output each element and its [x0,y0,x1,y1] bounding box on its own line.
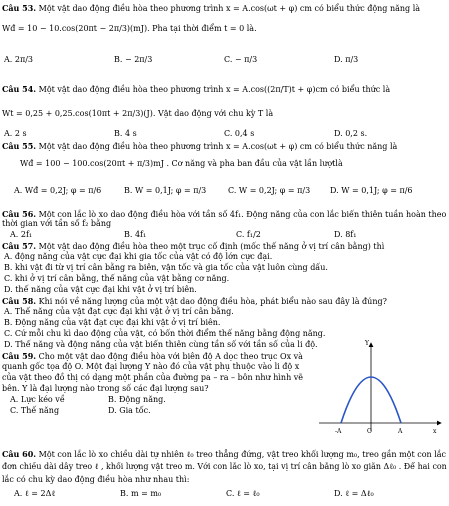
q57-item-a: A. động năng của vật cực đại khi gia tốc của vật có độ lớn cực đại. [4,252,273,261]
q57-text: Một vật dao động điều hòa theo một trục cố định (mốc thế năng ở vị trí cân bằng) thì [38,242,385,251]
q60-line3: lắc có chu kỳ dao động điều hòa như nhau thì: [2,475,190,484]
tick-origin: O [367,428,372,435]
q60-text: Một con lắc lò xo chiều dài tự nhiên ℓ₀ treo thẳng đứng, vật treo khối lượng m₀, treo gần một con lắc [38,450,447,459]
q55-option-a: A. Wđ = 0,2J; φ = π/6 [14,186,102,195]
tick-minus-a: -A [335,428,342,435]
q54-text: Một vật dao động điều hòa theo phương trình x = A.cos((2π/T)t + φ)cm có biểu thức là [38,85,391,94]
q53-text: Một vật dao động điều hòa theo phương trình x = A.cos(ωt + φ) cm có biểu thức động năng là [38,4,421,13]
y-axis-label: Y [365,340,369,347]
q54-option-d: D. 0,2 s. [334,129,368,138]
q54-number: Câu 54. [2,84,37,94]
q60-option-c: C. ℓ = ℓ₀ [226,489,260,498]
q55-option-d: D. W = 0,1J; φ = π/6 [330,186,413,195]
q60-option-d: D. ℓ = Δℓ₀ [334,489,374,498]
q56-text: Một con lắc lò xo dao động điều hòa với tần số 4f₁. Động năng của con lắc biến thiên tuần hoàn theo [38,210,447,219]
q56-line2: thời gian với tần số f₂ bằng [2,219,112,228]
q59-option-a: A. Lực kéo về [10,395,65,404]
q56-option-c: C. f₁/2 [236,230,261,239]
q56-option-b: B. 4f₁ [124,230,147,239]
q53-line2: Wđ = 10 − 10.cos(20πt − 2π/3)(mJ). Pha tại thời điểm t = 0 là. [2,24,257,33]
q59-line3: của vật theo đồ thị có dạng một phần của đường pa – ra – bôn như hình vẽ [2,373,304,382]
q60-option-b: B. m = m₀ [120,489,162,498]
q59-line2: quanh gốc tọa độ O. Một đại lượng Y nào đó của vật phụ thuộc vào li độ x [2,362,300,371]
q59-number: Câu 59. [2,351,37,361]
q59-line4: bên. Y là đại lượng nào trong số các đại lượng sau? [2,384,209,393]
q59-text: Cho một vật dao động điều hòa với biên độ A dọc theo trục Ox và [38,352,303,361]
q60-number: Câu 60. [2,449,37,459]
q58-text: Khi nói về năng lượng của một vật dao động điều hòa, phát biểu nào sau đây là đúng? [38,297,387,306]
q58-item-a: A. Thế năng của vật đạt cực đại khi vật ở vị trí cân bằng. [4,307,234,316]
q53-line1 [2,4,420,13]
q59-option-c: C. Thế năng [10,406,60,415]
q55-line1 [2,142,397,151]
q57-number: Câu 57. [2,241,37,251]
q55-number: Câu 55. [2,141,37,151]
q60-option-a: A. ℓ = 2Δℓ [14,489,56,498]
q59-parabola-figure [305,333,447,439]
q58-line1 [2,297,387,306]
q59-option-b: B. Động năng. [108,395,166,404]
q54-option-b: B. 4 s [114,129,137,138]
q55-option-c: C. W = 0,2J; φ = π/3 [228,186,311,195]
q54-option-c: C. 0,4 s [224,129,255,138]
q56-line1 [2,210,446,219]
q56-option-d: D. 8f₁ [334,230,357,239]
x-axis-label: x [433,428,437,435]
q58-item-d: D. Thế năng và động năng của vật biến thiên cùng tần số với tần số của li độ. [4,340,318,349]
q54-line2: Wt = 0,25 + 0,25.cos(10πt + 2π/3)(J). Vật dao động với chu kỳ T là [2,109,274,118]
q58-item-c: C. Cứ mỗi chu kì dao động của vật, có bốn thời điểm thế năng bằng động năng. [4,329,326,338]
q57-line1 [2,242,384,251]
q54-option-a: A. 2 s [4,129,27,138]
q54-options [0,130,449,140]
q53-option-c: C. − π/3 [224,55,258,64]
q55-options [0,187,449,197]
q57-item-d: D. thế năng của vật cực đại khi vật ở vị trí biên. [4,285,197,294]
q53-option-b: B. − 2π/3 [114,55,153,64]
q60-line2: đơn chiều dài dây treo ℓ , khối lượng vật treo m. Với con lắc lò xo, tại vị trí cân bằng lò xo giãn Δℓ₀ . Để hai con [2,462,447,471]
q58-number: Câu 58. [2,296,37,306]
q56-options [0,231,449,241]
q55-option-b: B. W = 0,1J; φ = π/3 [124,186,207,195]
q54-line1 [2,85,390,94]
q53-number: Câu 53. [2,3,37,13]
q60-options [0,490,449,500]
q53-option-a: A. 2π/3 [4,55,33,64]
q59-option-d: D. Gia tốc. [108,406,151,415]
q56-number: Câu 56. [2,209,37,219]
q53-option-d: D. π/3 [334,55,359,64]
q55-line2: Wđ = 100 − 100.cos(20πt + π/3)mJ . Cơ năng và pha ban đầu của vật lần lượtlà [20,159,343,168]
q57-item-b: B. khi vật đi từ vị trí cân bằng ra biên, vận tốc và gia tốc của vật luôn cùng dấu. [4,263,328,272]
q57-item-c: C. khi ở vị trí cân bằng, thế năng của vật bằng cơ năng. [4,274,230,283]
q56-option-a: A. 2f₁ [10,230,33,239]
q53-options [0,56,449,66]
tick-a: A [398,428,403,435]
q59-line1 [2,352,303,361]
q55-text: Một vật dao động điều hòa theo phương trình x = A.cos(ωt + φ) cm có biểu thức năng là [38,142,398,151]
q60-line1 [2,450,446,459]
q58-item-b: B. Động năng của vật đạt cực đại khi vật ở vị trí biên. [4,318,221,327]
